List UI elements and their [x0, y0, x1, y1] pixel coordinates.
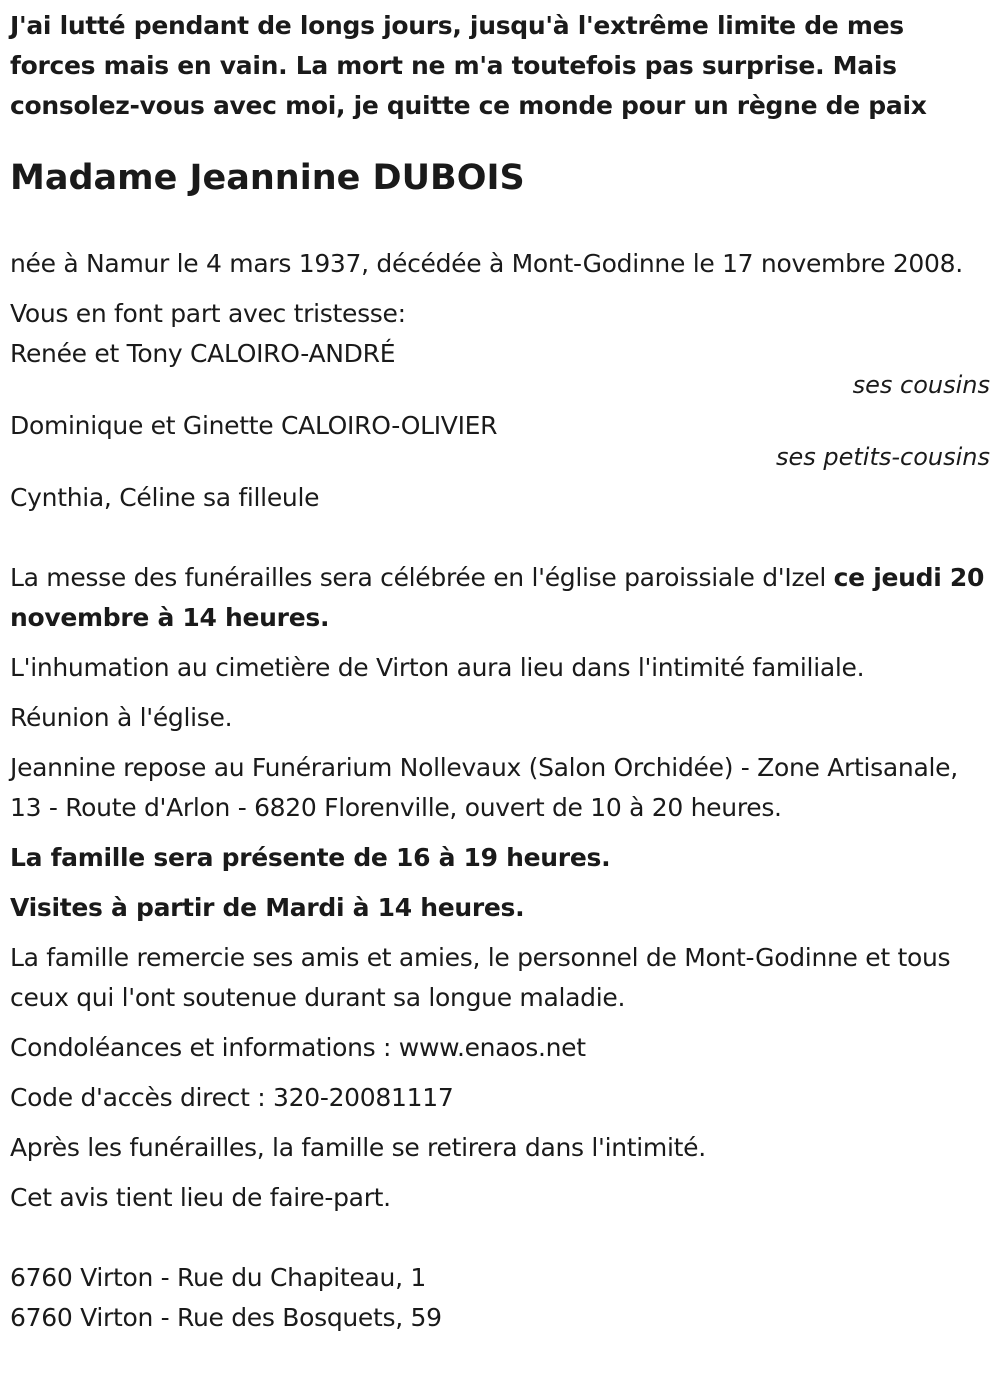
burial-info: L'inhumation au cimetière de Virton aura lieu dans l'intimité familiale.	[10, 653, 865, 682]
relative-names: Dominique et Ginette CALOIRO-OLIVIER	[10, 411, 498, 440]
mass-text: La messe des funérailles sera célébrée en l'église paroissiale d'Izel	[10, 563, 834, 592]
relative-role: ses petits-cousins	[775, 443, 990, 471]
visits-text: Visites à partir de Mardi à 14 heures.	[10, 893, 525, 922]
access-code: Code d'accès direct : 320-20081117	[10, 1083, 454, 1112]
deceased-name: Madame Jeannine DUBOIS	[10, 158, 525, 198]
visits-info	[10, 888, 990, 928]
relative-role: ses cousins	[852, 371, 990, 399]
condolences-info: Condoléances et informations : www.enaos.net	[10, 1033, 586, 1062]
mass-date: ce jeudi 20 novembre à 14 heures.	[10, 563, 985, 632]
address-line: 6760 Virton - Rue des Bosquets, 59	[10, 1303, 442, 1332]
address-line: 6760 Virton - Rue du Chapiteau, 1	[10, 1263, 426, 1292]
addresses	[10, 1258, 990, 1338]
birth-death-info: née à Namur le 4 mars 1937, décédée à Mont-Godinne le 17 novembre 2008.	[10, 249, 963, 278]
relative-names: Cynthia, Céline sa filleule	[10, 483, 320, 512]
epitaph-quote: J'ai lutté pendant de longs jours, jusqu'à l'extrême limite de mes forces mais en vain. La mort ne m'a toutefois pas surprise. Mais consolez-vous avec moi, je quitte ce monde pour un règne de paix	[10, 11, 927, 120]
funeral-mass-info	[10, 558, 990, 638]
family-presence-text: La famille sera présente de 16 à 19 heures.	[10, 843, 611, 872]
relatives-list	[10, 334, 990, 518]
meeting-info: Réunion à l'église.	[10, 703, 233, 732]
relative-names: Renée et Tony CALOIRO-ANDRÉ	[10, 339, 396, 368]
notice-text: Cet avis tient lieu de faire-part.	[10, 1183, 391, 1212]
announce-intro: Vous en font part avec tristesse:	[10, 299, 406, 328]
after-funeral-info: Après les funérailles, la famille se retirera dans l'intimité.	[10, 1133, 706, 1162]
rest-place-info: Jeannine repose au Funérarium Nollevaux (Salon Orchidée) - Zone Artisanale, 13 - Route d'Arlon - 6820 Florenville, ouvert de 10 à 20 heures.	[10, 753, 958, 822]
thanks-text: La famille remercie ses amis et amies, le personnel de Mont-Godinne et tous ceux qui l'ont soutenue durant sa longue maladie.	[10, 943, 951, 1012]
family-presence	[10, 838, 990, 878]
